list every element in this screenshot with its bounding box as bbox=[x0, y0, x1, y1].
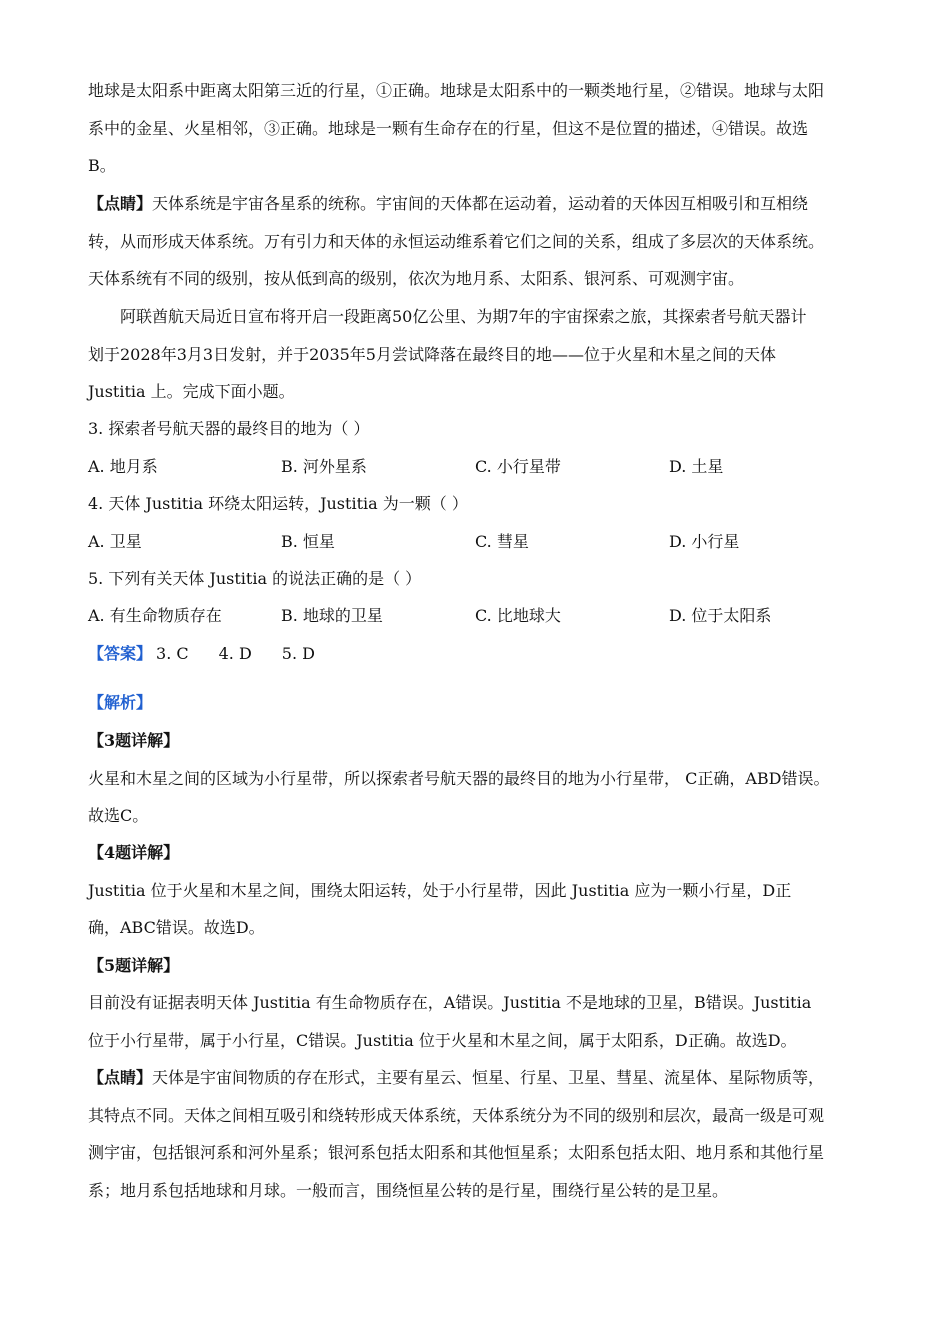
dianjing-tag: 【点睛】 bbox=[88, 1068, 153, 1087]
option-a: A. 地月系 bbox=[88, 457, 158, 476]
analysis-tag: 【解析】 bbox=[88, 693, 153, 712]
detail-line: 目前没有证据表明天体 Justitia 有生命物质存在，A错误。Justitia 不是地球的卫星，B错误。Justitia bbox=[88, 993, 812, 1012]
intro-line: 地球是太阳系中距离太阳第三近的行星，①正确。地球是太阳系中的一颗类地行星，②错误。地球与太阳 bbox=[88, 81, 825, 100]
detail-line: 确，ABC错误。故选D。 bbox=[88, 918, 265, 937]
question-options bbox=[88, 456, 848, 478]
intro-line: B。 bbox=[88, 156, 116, 175]
option-a: A. 卫星 bbox=[88, 532, 142, 551]
dianjing-line: 其特点不同。天体之间相互吸引和绕转形成天体系统，天体系统分为不同的级别和层次，最高一级是可观 bbox=[88, 1106, 825, 1125]
option-d: D. 土星 bbox=[669, 457, 724, 476]
passage-line: 划于2028年3月3日发射，并于2035年5月尝试降落在最终目的地——位于火星和木星之间的天体 bbox=[88, 345, 776, 364]
question-options bbox=[88, 531, 848, 553]
answer-row bbox=[88, 643, 345, 665]
answer-item: 3. C bbox=[156, 644, 189, 663]
answer-item: 4. D bbox=[218, 644, 252, 663]
intro-line: 系中的金星、火星相邻，③正确。地球是一颗有生命存在的行星，但这不是位置的描述，④错误。故选 bbox=[88, 119, 809, 138]
question-options bbox=[88, 605, 848, 627]
detail-line: 故选C。 bbox=[88, 806, 149, 825]
question-stem: 3. 探索者号航天器的最终目的地为（ ） bbox=[88, 419, 370, 438]
answer-tag: 【答案】 bbox=[88, 644, 153, 663]
detail-heading: 【5题详解】 bbox=[88, 956, 180, 975]
dianjing-line: 转，从而形成天体系统。万有引力和天体的永恒运动维系着它们之间的关系，组成了多层次的天体系统。 bbox=[88, 232, 825, 251]
option-c: C. 比地球大 bbox=[475, 606, 561, 625]
answer-item: 5. D bbox=[281, 644, 315, 663]
question-stem: 5. 下列有关天体 Justitia 的说法正确的是（ ） bbox=[88, 569, 422, 588]
option-c: C. 小行星带 bbox=[475, 457, 561, 476]
dianjing-text: 天体是宇宙间物质的存在形式，主要有星云、恒星、行星、卫星、彗星、流星体、星际物质等， bbox=[152, 1068, 825, 1087]
dianjing-line: 系；地月系包括地球和月球。一般而言，围绕恒星公转的是行星，围绕行星公转的是卫星。 bbox=[88, 1181, 729, 1200]
dianjing-text: 天体系统是宇宙各星系的统称。宇宙间的天体都在运动着，运动着的天体因互相吸引和互相绕 bbox=[152, 194, 809, 213]
question-stem: 4. 天体 Justitia 环绕太阳运转，Justitia 为一颗（ ） bbox=[88, 494, 468, 513]
option-d: D. 小行星 bbox=[669, 532, 740, 551]
dianjing-line: 天体系统有不同的级别，按从低到高的级别，依次为地月系、太阳系、银河系、可观测宇宙。 bbox=[88, 269, 745, 288]
dianjing-line: 测宇宙，包括银河系和河外星系；银河系包括太阳系和其他恒星系；太阳系包括太阳、地月系和其他行星 bbox=[88, 1143, 825, 1162]
detail-heading: 【3题详解】 bbox=[88, 731, 180, 750]
option-b: B. 地球的卫星 bbox=[281, 606, 383, 625]
dianjing-paragraph bbox=[88, 193, 808, 215]
detail-line: 火星和木星之间的区域为小行星带，所以探索者号航天器的最终目的地为小行星带， C正确，ABD错误。 bbox=[88, 769, 830, 788]
option-a: A. 有生命物质存在 bbox=[88, 606, 222, 625]
option-b: B. 恒星 bbox=[281, 532, 335, 551]
passage-line: 阿联酋航天局近日宣布将开启一段距离50亿公里、为期7年的宇宙探索之旅，其探索者号航天器计 bbox=[120, 307, 807, 326]
option-d: D. 位于太阳系 bbox=[669, 606, 772, 625]
detail-line: 位于小行星带，属于小行星，C错误。Justitia 位于火星和木星之间，属于太阳系，D正确。故选D。 bbox=[88, 1031, 797, 1050]
detail-line: Justitia 位于火星和木星之间，围绕太阳运转，处于小行星带，因此 Justitia 应为一颗小行星，D正 bbox=[88, 881, 792, 900]
detail-heading: 【4题详解】 bbox=[88, 843, 180, 862]
passage-line: Justitia 上。完成下面小题。 bbox=[88, 382, 295, 401]
dianjing-tag: 【点睛】 bbox=[88, 194, 153, 213]
option-b: B. 河外星系 bbox=[281, 457, 367, 476]
dianjing-paragraph bbox=[88, 1067, 824, 1089]
option-c: C. 彗星 bbox=[475, 532, 529, 551]
